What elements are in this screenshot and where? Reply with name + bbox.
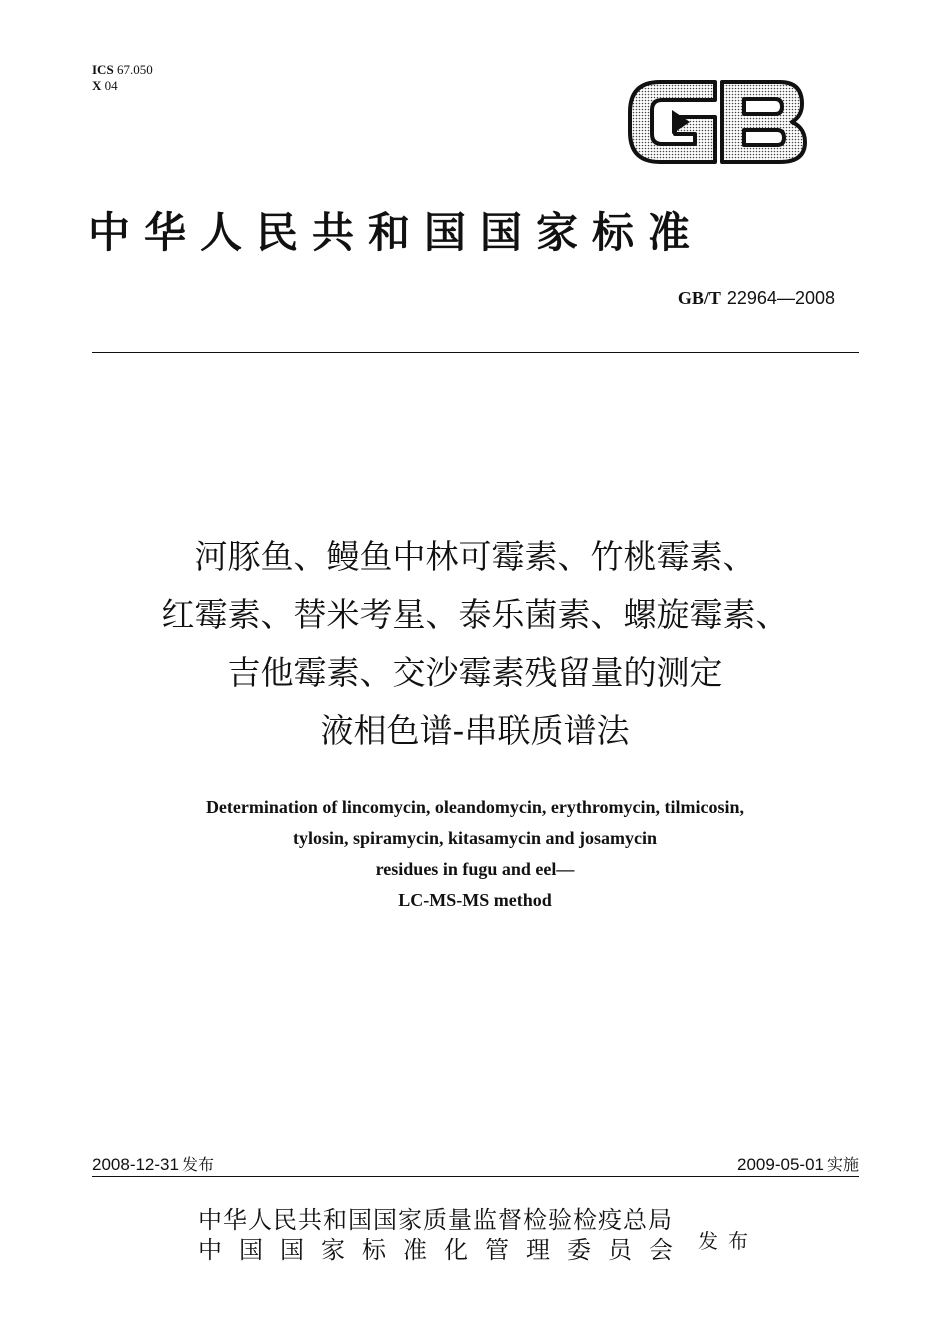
standard-number xyxy=(678,288,835,309)
national-standard-title: 中华人民共和国国家标准 xyxy=(88,208,705,257)
issue-date-label: 发布 xyxy=(181,1155,214,1174)
issue-date xyxy=(92,1152,214,1175)
effective-date-value: 2009-05-01 xyxy=(737,1155,824,1174)
english-title xyxy=(60,792,890,916)
english-title-line-1: Determination of lincomycin, oleandomycin, erythromycin, tilmicosin, xyxy=(205,797,745,817)
publish-label: 发布 xyxy=(698,1229,758,1253)
standard-number-value: 22964—2008 xyxy=(726,288,835,308)
gb-logo xyxy=(620,72,810,172)
chinese-title-line-4: 液相色谱-串联质谱法 xyxy=(320,711,630,750)
issuing-authorities xyxy=(198,1205,690,1265)
ccs-label: X xyxy=(92,78,102,93)
standard-prefix: GB/T xyxy=(677,288,721,308)
ccs-code: 04 xyxy=(104,78,118,93)
footer-divider xyxy=(92,1176,859,1177)
english-title-line-4: LC-MS-MS method xyxy=(398,890,552,910)
header-divider xyxy=(92,352,859,353)
ics-code: 67.050 xyxy=(116,62,153,77)
effective-date-label: 实施 xyxy=(826,1155,859,1174)
issuer-sac: 中国国家标准化管理委员会 xyxy=(198,1236,690,1264)
english-title-line-3: residues in fugu and eel— xyxy=(375,859,575,879)
ics-label: ICS xyxy=(92,62,114,77)
effective-date xyxy=(737,1152,859,1175)
english-title-line-2: tylosin, spiramycin, kitasamycin and josamycin xyxy=(292,828,658,848)
chinese-title-line-1: 河豚鱼、鳗鱼中林可霉素、竹桃霉素、 xyxy=(194,537,756,576)
chinese-title xyxy=(40,528,910,760)
ics-line xyxy=(92,62,153,78)
issuer-aqsiq: 中华人民共和国国家质量监督检验检疫总局 xyxy=(198,1206,673,1234)
chinese-title-line-3: 吉他霉素、交沙霉素残留量的测定 xyxy=(227,653,723,692)
ccs-line xyxy=(92,78,153,94)
chinese-title-line-2: 红霉素、替米考星、泰乐菌素、螺旋霉素、 xyxy=(161,595,789,634)
classification-codes xyxy=(92,62,153,94)
issue-date-value: 2008-12-31 xyxy=(92,1155,179,1174)
logo-letter-b xyxy=(722,82,805,162)
